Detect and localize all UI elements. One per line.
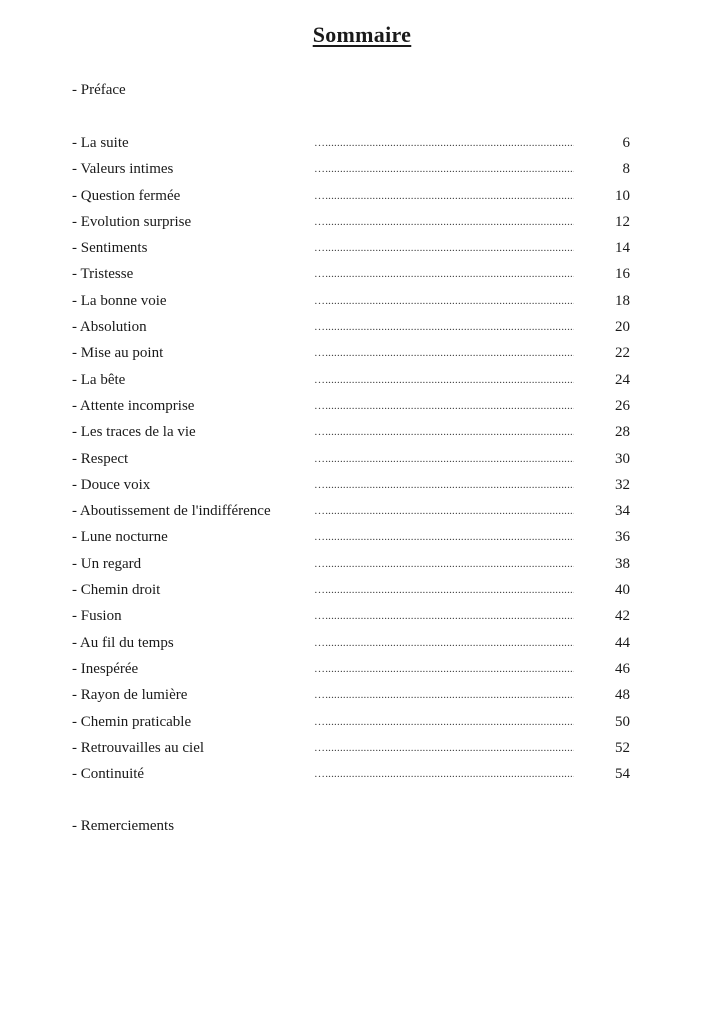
toc-dot-leader — [314, 318, 574, 336]
toc-entry-page-number: 52 — [615, 739, 630, 756]
toc-entry-label: - Fusion — [72, 608, 122, 625]
toc-entry — [72, 634, 632, 660]
toc-entry-label: - Evolution surprise — [72, 213, 192, 230]
toc-entry — [72, 423, 632, 449]
toc-entry-page-number: 34 — [615, 503, 630, 520]
toc-entry — [72, 344, 632, 370]
toc-remerciements: - Remerciements — [72, 818, 175, 834]
toc-entry — [72, 213, 632, 239]
toc-dot-leader — [314, 134, 574, 152]
toc-entry-page-number: 28 — [615, 424, 630, 441]
toc-dot-leader — [314, 265, 574, 283]
toc-entry-page-number: 38 — [615, 555, 630, 572]
toc-entry — [72, 686, 632, 712]
toc-dot-leader — [314, 239, 574, 257]
toc-entry-label: - Inespérée — [72, 660, 139, 677]
toc-entry — [72, 265, 632, 291]
toc-entry — [72, 502, 632, 528]
toc-entry — [72, 739, 632, 765]
toc-entry — [72, 528, 632, 554]
toc-entry-label: - Lune nocturne — [72, 529, 168, 546]
toc-dot-leader — [314, 528, 574, 546]
table-of-contents — [72, 134, 632, 791]
toc-entry-page-number: 54 — [615, 766, 630, 783]
toc-entry-label: - Aboutissement de l'indifférence — [72, 503, 271, 520]
toc-entry-label: - La bête — [72, 371, 126, 388]
toc-dot-leader — [314, 765, 574, 783]
toc-entry-label: - Tristesse — [72, 266, 134, 283]
toc-entry-label: - Rayon de lumière — [72, 687, 188, 704]
toc-entry-page-number: 48 — [615, 687, 630, 704]
toc-entry — [72, 318, 632, 344]
toc-entry-label: - Chemin droit — [72, 582, 161, 599]
toc-entry-label: - Sentiments — [72, 240, 148, 257]
toc-dot-leader — [314, 581, 574, 599]
toc-dot-leader — [314, 213, 574, 231]
toc-entry-page-number: 32 — [615, 476, 630, 493]
toc-entry — [72, 187, 632, 213]
toc-entry — [72, 239, 632, 265]
toc-entry — [72, 660, 632, 686]
toc-entry-label: - Douce voix — [72, 476, 151, 493]
toc-dot-leader — [314, 555, 574, 573]
toc-entry-page-number: 36 — [615, 529, 630, 546]
toc-dot-leader — [314, 476, 574, 494]
toc-entry-label: - Les traces de la vie — [72, 424, 196, 441]
toc-entry-label: - Mise au point — [72, 345, 164, 362]
toc-entry-label: - La suite — [72, 135, 129, 151]
toc-entry-page-number: 42 — [615, 608, 630, 625]
toc-entry-page-number: 16 — [615, 266, 630, 283]
toc-entry — [72, 160, 632, 186]
toc-dot-leader — [314, 160, 574, 178]
toc-entry-label: - Valeurs intimes — [72, 161, 174, 178]
toc-entry — [72, 371, 632, 397]
toc-entry-page-number: 12 — [615, 213, 630, 230]
toc-dot-leader — [314, 397, 574, 415]
toc-entry — [72, 581, 632, 607]
toc-entry-label: - Un regard — [72, 555, 142, 572]
toc-entry — [72, 476, 632, 502]
toc-entry-label: - Attente incomprise — [72, 397, 195, 414]
toc-entry — [72, 292, 632, 318]
toc-entry — [72, 607, 632, 633]
toc-entry-page-number: 24 — [615, 371, 630, 388]
toc-entry-label: - Au fil du temps — [72, 634, 174, 651]
toc-dot-leader — [314, 502, 574, 520]
toc-entry-label: - Respect — [72, 450, 129, 467]
toc-entry-label: - Chemin praticable — [72, 713, 192, 730]
toc-entry-page-number: 46 — [615, 660, 630, 677]
toc-entry-page-number: 44 — [615, 634, 630, 651]
page-title: Sommaire — [312, 22, 412, 47]
toc-dot-leader — [314, 739, 574, 757]
toc-dot-leader — [314, 187, 574, 205]
toc-entry-page-number: 8 — [622, 161, 630, 178]
toc-dot-leader — [314, 713, 574, 731]
toc-dot-leader — [314, 371, 574, 389]
toc-entry — [72, 450, 632, 476]
toc-preface: - Préface — [72, 82, 126, 98]
toc-entry — [72, 555, 632, 581]
toc-dot-leader — [314, 423, 574, 441]
toc-entry-label: - Retrouvailles au ciel — [72, 739, 205, 756]
toc-dot-leader — [314, 660, 574, 678]
toc-entry-label: - Question fermée — [72, 187, 181, 204]
toc-dot-leader — [314, 686, 574, 704]
toc-dot-leader — [314, 634, 574, 652]
toc-entry-page-number: 14 — [615, 240, 630, 257]
toc-entry — [72, 397, 632, 423]
toc-entry-page-number: 18 — [615, 292, 630, 309]
toc-entry-label: - Continuité — [72, 766, 145, 783]
toc-entry — [72, 713, 632, 739]
toc-dot-leader — [314, 292, 574, 310]
toc-entry-page-number: 10 — [615, 187, 630, 204]
toc-entry-page-number: 40 — [615, 582, 630, 599]
toc-entry-label: - Absolution — [72, 319, 147, 336]
toc-entry-page-number: 30 — [615, 450, 630, 467]
toc-entry-page-number: 26 — [615, 397, 630, 414]
toc-entry — [72, 765, 632, 791]
toc-entry-page-number: 20 — [615, 319, 630, 336]
toc-entry-page-number: 22 — [615, 345, 630, 362]
toc-entry — [72, 134, 632, 160]
toc-entry-label: - La bonne voie — [72, 292, 167, 309]
toc-entry-page-number: 50 — [615, 713, 630, 730]
toc-dot-leader — [314, 344, 574, 362]
toc-dot-leader — [314, 607, 574, 625]
toc-entry-page-number: 6 — [622, 135, 630, 151]
toc-dot-leader — [314, 450, 574, 468]
